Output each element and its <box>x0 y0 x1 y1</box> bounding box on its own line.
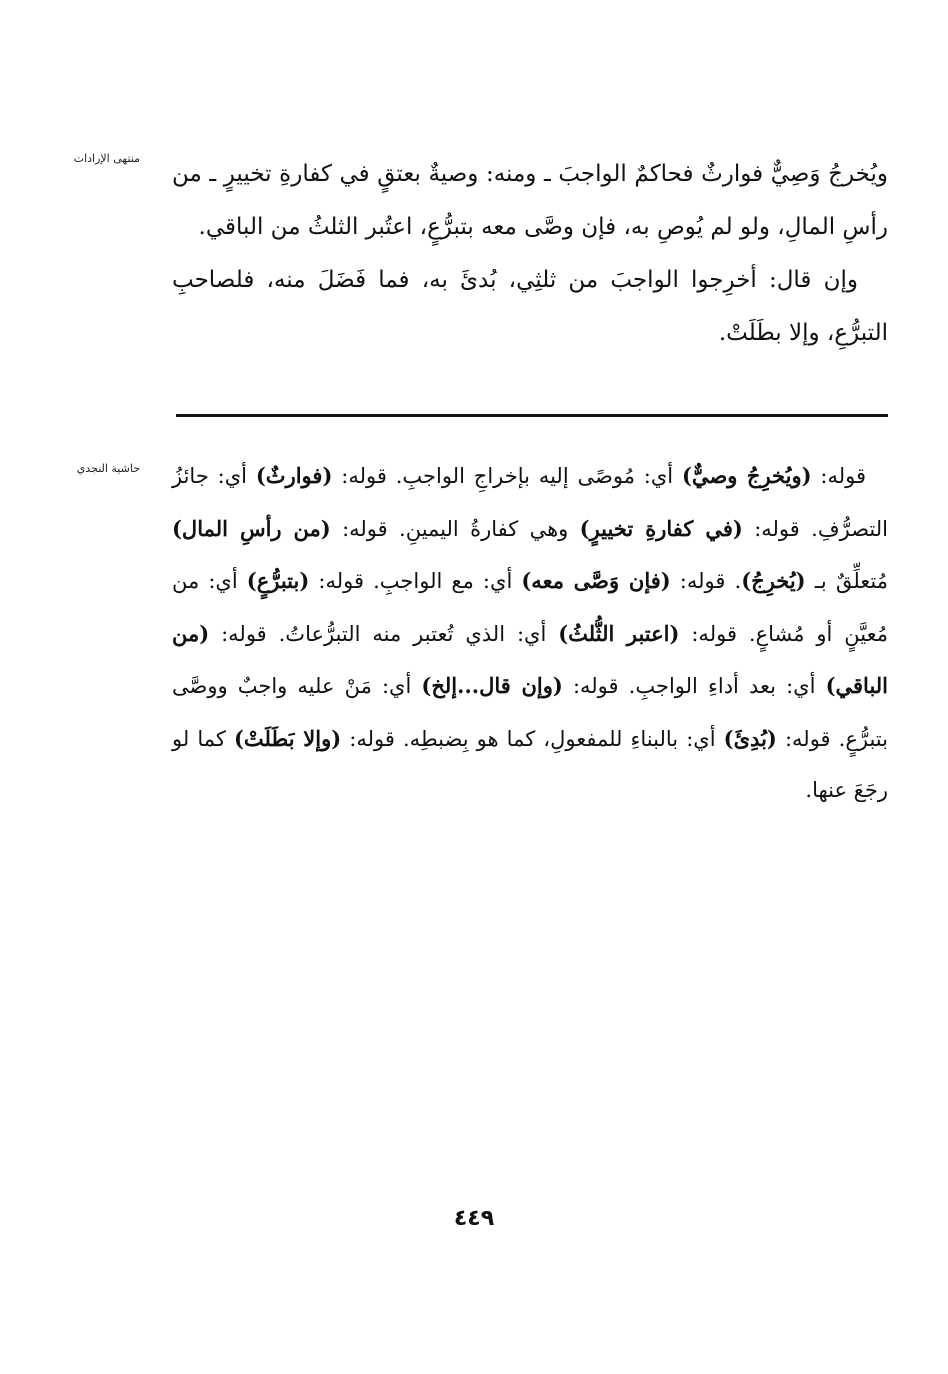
margin-label-hashiya: حاشية النجدي <box>76 462 140 475</box>
hashiya-text-block <box>172 450 888 817</box>
hashiya-lemma: (في كفارةِ تخييرٍ) <box>579 515 743 541</box>
section-divider <box>176 414 888 417</box>
hashiya-lemma: (اعتبر الثُّلثُ) <box>558 620 680 646</box>
hashiya-commentary-text: أي: مع الواجبِ. قوله: <box>309 569 522 593</box>
hashiya-commentary-text: أي: مَنْ عليه واجبٌ ووصَّى بتبرُّعٍ. قوله: <box>172 674 888 751</box>
hashiya-commentary-text: مُتعلِّقٌ بـ <box>805 569 889 593</box>
matn-paragraph-1: ويُخرجُ وَصِيٌّ فوارثٌ فحاكمٌ الواجبَ ـ ومنه: وصيةٌ بعتقٍ في كفارةِ تخييرٍ ـ من رأسِ المالِ، ولو لم يُوصِ به، فإن وصَّى معه بتبرُّعٍ، اعتُبر الثلثُ من الباقي. <box>172 161 888 240</box>
hashiya-commentary-text: . قوله: <box>670 569 742 593</box>
hashiya-paragraph <box>172 450 888 817</box>
hashiya-lemma: (بُدِئَ) <box>723 725 777 751</box>
hashiya-lemma: (وإلا بَطَلَتْ) <box>233 725 342 751</box>
hashiya-lemma: (يُخرِجُ) <box>741 568 806 593</box>
hashiya-lemma: (من الباقي) <box>172 620 889 698</box>
hashiya-commentary-text: كما لو رجَعَ عنها. <box>172 726 888 802</box>
hashiya-lemma: (بتبرُّعٍ) <box>246 568 310 593</box>
margin-label-matn: منتهى الإرادات <box>73 152 140 165</box>
matn-paragraph-2: وإن قال: أخرِجوا الواجبَ من ثلثِي، بُدئَ به، فما فَضَلَ منه، فلصاحبِ التبرُّعِ، وإلا بطَلَتْ. <box>172 267 888 346</box>
hashiya-lemma: (فإن وَصَّى معه) <box>521 568 671 593</box>
hashiya-commentary-text: أي: جائزُ التصرُّفِ. قوله: <box>172 464 888 541</box>
hashiya-commentary-text: أي: بالبناءِ للمفعولِ، كما هو بِضبطِه. قوله: <box>341 726 724 751</box>
hashiya-lemma: (وإن قال...إلخ) <box>421 673 563 698</box>
hashiya-lemma: (فوارثٌ) <box>255 463 333 488</box>
hashiya-commentary-text: قوله: <box>811 464 867 488</box>
hashiya-commentary-text: أي: مُوصًى إليه بإخراجِ الواجبِ. قوله: <box>332 464 682 488</box>
hashiya-lemma: (ويُخرِجُ وصيٌّ) <box>682 463 812 488</box>
hashiya-commentary-text: أي: الذي تُعتبر منه التبرُّعاتُ. قوله: <box>209 621 559 646</box>
page-number: ٤٤٩ <box>453 1206 495 1231</box>
matn-text-block <box>172 148 888 360</box>
hashiya-commentary-text: أي: بعد أداءِ الواجبِ. قوله: <box>562 674 826 698</box>
hashiya-commentary-text: وهي كفارةُ اليمينِ. قوله: <box>330 516 580 541</box>
hashiya-lemma: (من رأسِ المال) <box>172 515 331 541</box>
hashiya-commentary-text: أي: من مُعيَّنٍ أو مُشاعٍ. قوله: <box>172 569 889 646</box>
